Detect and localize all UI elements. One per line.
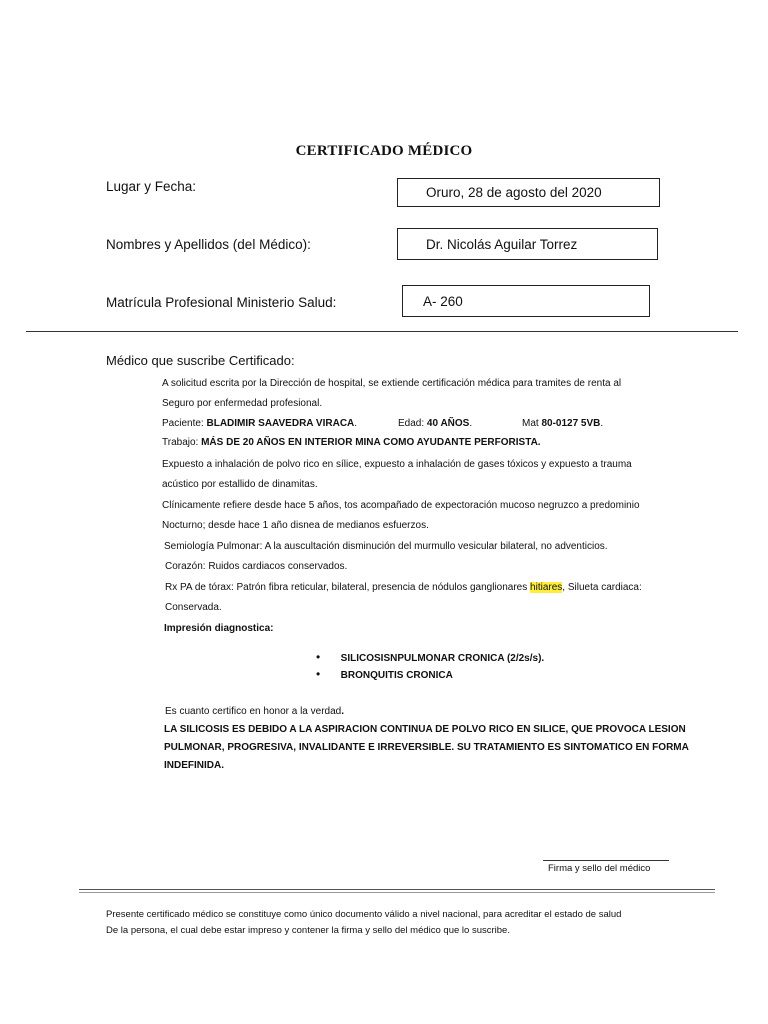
clinical-line-2: Nocturno; desde hace 1 año disnea de medianos esfuerzos. bbox=[162, 520, 429, 531]
patient-name: BLADIMIR SAAVEDRA VIRACA bbox=[206, 418, 355, 429]
exposure-line-1: Expuesto a inhalación de polvo rico en sílice, expuesto a inhalación de gases tóxicos y expuesto a trauma bbox=[162, 459, 632, 470]
clinical-line-1: Clínicamente refiere desde hace 5 años, tos acompañado de expectoración mucoso negruzco a predominio bbox=[162, 500, 640, 511]
certify-text: Es cuanto certifico en honor a la verdad bbox=[165, 706, 342, 717]
rx-text-after: , Silueta cardiaca: bbox=[562, 582, 642, 593]
rx-text-before: Rx PA de tórax: Patrón fibra reticular, bilateral, presencia de nódulos ganglionares bbox=[165, 582, 531, 593]
footer-divider bbox=[79, 889, 715, 890]
intro-line-2: Seguro por enfermedad profesional. bbox=[162, 398, 323, 409]
certify-line bbox=[165, 706, 344, 717]
rx-highlighted-word: hitiares bbox=[530, 582, 563, 593]
age-end: . bbox=[469, 418, 473, 429]
silicosis-line-3: INDEFINIDA. bbox=[164, 760, 224, 771]
silicosis-line-2: PULMONAR, PROGRESIVA, INVALIDANTE E IRREVERSIBLE. SU TRATAMIENTO ES SINTOMATICO EN FORMA bbox=[164, 742, 689, 753]
certify-end: . bbox=[341, 706, 344, 717]
bullet-icon: • bbox=[316, 667, 321, 681]
license-label: Matrícula Profesional Ministerio Salud: bbox=[106, 295, 337, 310]
doctor-name-label: Nombres y Apellidos (del Médico): bbox=[106, 237, 311, 252]
footer-divider bbox=[79, 892, 715, 893]
section-heading: Médico que suscribe Certificado: bbox=[106, 353, 295, 368]
signature-label: Firma y sello del médico bbox=[548, 863, 651, 874]
age-value: 40 AÑOS bbox=[426, 418, 470, 429]
patient-end: . bbox=[354, 418, 358, 429]
place-date-field bbox=[397, 178, 660, 207]
place-date-label: Lugar y Fecha: bbox=[106, 179, 197, 194]
place-date-value: Oruro, 28 de agosto del 2020 bbox=[426, 185, 602, 200]
rx-line-1 bbox=[165, 582, 642, 593]
semiology-line: Semiología Pulmonar: A la auscultación disminución del murmullo vesicular bilateral, no adventicios. bbox=[164, 541, 608, 552]
footer-line-2: De la persona, el cual debe estar impreso y contener la firma y sello del médico que lo suscribe. bbox=[106, 925, 510, 936]
intro-line-1: A solicitud escrita por la Dirección de hospital, se extiende certificación médica para tramites de renta al bbox=[162, 378, 622, 389]
work-value: MÁS DE 20 AÑOS EN INTERIOR MINA COMO AYUDANTE PERFORISTA. bbox=[201, 437, 541, 448]
bullet-icon: • bbox=[316, 650, 321, 664]
certificate-title: CERTIFICADO MÉDICO bbox=[295, 143, 473, 159]
mat-value: 80-0127 5VB bbox=[541, 418, 601, 429]
license-value: A- 260 bbox=[423, 294, 463, 309]
age-line bbox=[398, 418, 472, 429]
license-field bbox=[402, 285, 650, 317]
work-line bbox=[162, 437, 541, 448]
heart-line: Corazón: Ruidos cardiacos conservados. bbox=[165, 561, 348, 572]
diagnosis-item bbox=[316, 648, 544, 666]
silicosis-line-1: LA SILICOSIS ES DEBIDO A LA ASPIRACION CONTINUA DE POLVO RICO EN SILICE, QUE PROVOCA LESION bbox=[164, 724, 686, 735]
signature-line bbox=[543, 860, 669, 861]
doctor-name-value: Dr. Nicolás Aguilar Torrez bbox=[426, 237, 578, 252]
mat-line bbox=[522, 418, 603, 429]
age-label: Edad: bbox=[398, 418, 427, 429]
footer-line-1: Presente certificado médico se constituye como único documento válido a nivel nacional, para acreditar el estado de salud bbox=[106, 909, 622, 920]
exposure-line-2: acústico por estallido de dinamitas. bbox=[162, 479, 318, 490]
rx-line-2: Conservada. bbox=[165, 602, 222, 613]
work-label: Trabajo: bbox=[162, 437, 202, 448]
patient-label: Paciente: bbox=[162, 418, 207, 429]
section-divider bbox=[26, 331, 738, 332]
diagnosis-text: BRONQUITIS CRONICA bbox=[340, 670, 453, 681]
mat-label: Mat bbox=[522, 418, 542, 429]
patient-line bbox=[162, 418, 357, 429]
diagnosis-text: SILICOSISNPULMONAR CRONICA (2/2s/s). bbox=[340, 653, 545, 664]
mat-end: . bbox=[600, 418, 604, 429]
diagnosis-heading: Impresión diagnostica: bbox=[164, 623, 274, 634]
doctor-name-field bbox=[397, 228, 658, 260]
diagnosis-item bbox=[316, 665, 453, 683]
